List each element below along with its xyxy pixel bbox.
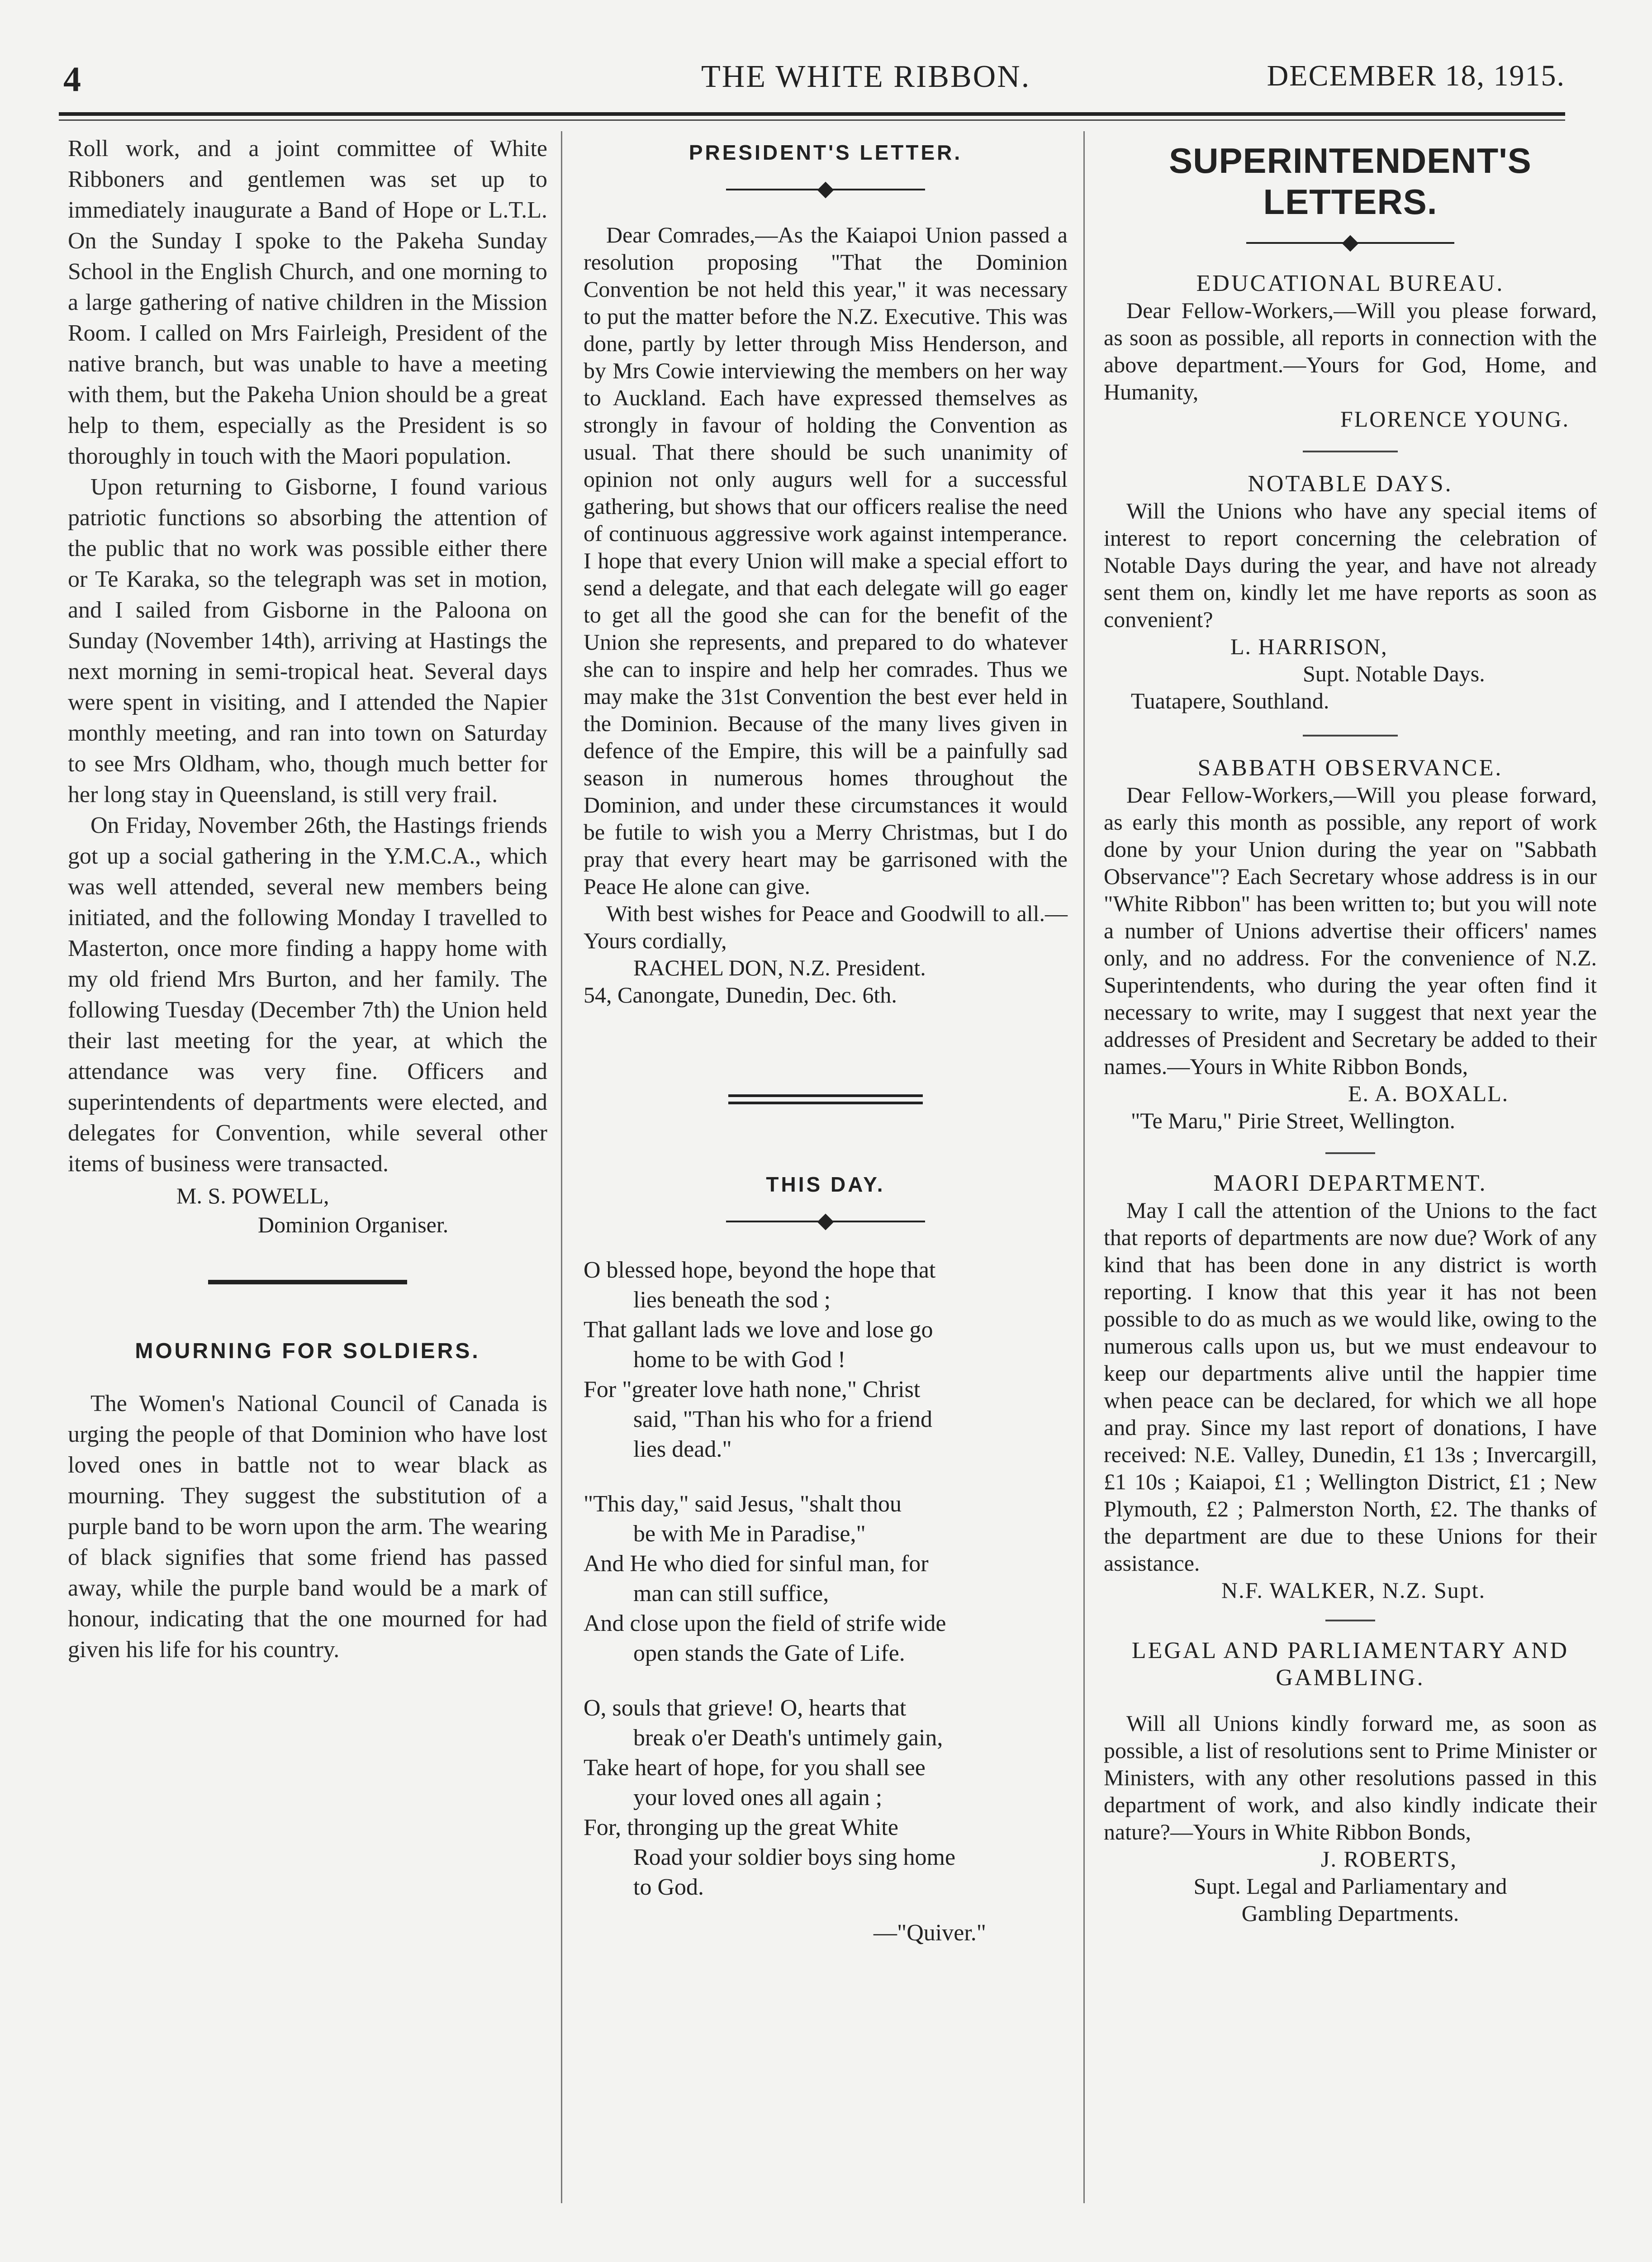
- poem-line: your loved ones all again ;: [633, 1785, 883, 1811]
- educational-bureau-signature: FLORENCE YOUNG.: [1340, 406, 1570, 432]
- poem-line: be with Me in Paradise,": [633, 1521, 866, 1547]
- president-letter-closing: With best wishes for Peace and Goodwill to all.—Yours cordially,: [584, 901, 1068, 953]
- ornament-rule: [726, 1215, 925, 1228]
- president-letter-body: Dear Comrades,—As the Kaiapoi Union passed a resolution proposing "That the Dominion Convention be not held this year," it was necessary to put the matter before the N.Z. Executive. This was done, partly by letter through Miss Henderson, and by Mrs Cowie interviewing the members on her way to Auckland. Each have expressed themselves as strongly in favour of holding the Convention as usual. That there should be such unanimity of opinion not only augurs well for a successful gathering, but shows that our officers realise the need of continuous aggressive work against intemperance. I hope that every Union will make a special effort to send a delegate, and that each delegate will go eager to get all the good she can for the benefit of the Union she represents, and prepared to do whatever she can to inspire and help her comrades. Thus we may make the 31st Convention the best ever held in the Dominion. Because of the many lives given in defence of the Empire, this will be a painfully sad season in numerous homes throughout the Dominion, and under these circumstances it would be futile to wish you a Merry Christmas, but I do pray that every heart may be garrisoned with the Peace He alone can give.: [584, 222, 1068, 899]
- ornament-rule: [726, 183, 925, 196]
- column-3: [1104, 133, 1597, 1927]
- notable-days-heading: NOTABLE DAYS.: [1248, 471, 1453, 497]
- poem-line: man can still suffice,: [633, 1581, 829, 1606]
- poem-line: "This day," said Jesus, "shalt thou: [584, 1491, 902, 1517]
- maori-department-text: May I call the attention of the Unions to the fact that reports of departments are now due? Work of any kind that has been done in any district is worth reporting. I know that this year it has not been possible to do as much as we would like, owing to the numerous calls upon us, but we must endeavour to keep our departments alive until the happier time when peace can be declared, for which we all hope and pray. Since my last report of donations, I have received: N.E. Valley, Dunedin, £1 13s ; Invercargill, £1 10s ; Kaiapoi, £1 ; Wellington District, £1 ; New Plymouth, £2 ; Palmerston North, £2. The thanks of the department are due to these Unions for their assistance.: [1104, 1198, 1597, 1576]
- notable-days-signature: L. HARRISON,: [1230, 634, 1388, 659]
- poem-line: And close upon the field of strife wide: [584, 1611, 946, 1636]
- president-signature: RACHEL DON, N.Z. President.: [633, 955, 926, 980]
- poem-line: break o'er Death's untimely gain,: [633, 1725, 943, 1751]
- poem-stanza: [584, 1489, 1068, 1668]
- maori-department-heading: MAORI DEPARTMENT.: [1213, 1170, 1487, 1196]
- educational-bureau-heading: EDUCATIONAL BUREAU.: [1196, 271, 1505, 296]
- issue-date: DECEMBER 18, 1915.: [1267, 59, 1565, 92]
- poem-line: That gallant lads we love and lose go: [584, 1317, 933, 1343]
- legal-parliamentary-title: Supt. Legal and Parliamentary and Gambling Departments.: [1193, 1873, 1507, 1926]
- header-rule: [59, 112, 1565, 116]
- poem-line: open stands the Gate of Life.: [633, 1640, 905, 1666]
- sabbath-observance-text: Dear Fellow-Workers,—Will you please forward, as early this month as possible, any report of work done by your Union during the year on "Sabbath Observance"? Each Secretary whose address is in our "White Ribbon" has been written to; but you will note a number of Unions advertise their officers' names only, and no address. For the convenience of N.Z. Superintendents, who during the year often find it necessary to write, may I suggest that next year the addresses of President and Secretary be added to their names.—Yours in White Ribbon Bonds,: [1104, 782, 1597, 1079]
- poem-line: Road your soldier boys sing home: [633, 1844, 956, 1870]
- president-letter-heading: PRESIDENT'S LETTER.: [688, 141, 963, 164]
- superintendents-letters-heading: SUPERINTENDENT'S LETTERS.: [1169, 141, 1532, 222]
- section-rule: [1325, 1620, 1375, 1621]
- poem-stanza: [584, 1693, 1068, 1902]
- poem-line: O, souls that grieve! O, hearts that: [584, 1695, 907, 1721]
- mourning-paragraph: The Women's National Council of Canada is urging the people of that Dominion who have lost loved ones in battle not to wear black as mourning. They suggest the substitution of a purple band to be worn upon the arm. The wearing of black signifies that some friend has passed away, while the purple band would be a mark of honour, indicating that the one mourned for had given his life for his country.: [68, 1391, 547, 1663]
- notable-days-address: Tuatapere, Southland.: [1131, 688, 1329, 713]
- poem-source: —"Quiver.": [873, 1920, 986, 1946]
- notable-days-title: Supt. Notable Days.: [1303, 661, 1485, 686]
- header-rule-thin: [59, 119, 1565, 121]
- legal-parliamentary-heading: LEGAL AND PARLIAMENTARY AND GAMBLING.: [1131, 1638, 1569, 1691]
- poem-line: said, "Than his who for a friend: [633, 1407, 932, 1432]
- signature-title: Dominion Organiser.: [258, 1212, 449, 1237]
- poem-line: And He who died for sinful man, for: [584, 1551, 929, 1577]
- poem-line: For, thronging up the great White: [584, 1815, 898, 1840]
- poem-line: For "greater love hath none," Christ: [584, 1377, 921, 1402]
- page-header: [59, 59, 1565, 100]
- ornament-rule: [1246, 236, 1454, 250]
- sabbath-observance-address: "Te Maru," Pirie Street, Wellington.: [1131, 1108, 1455, 1133]
- poem-line: to God.: [633, 1874, 704, 1900]
- section-rule: [1303, 451, 1398, 452]
- poem-line: lies dead.": [633, 1436, 732, 1462]
- page-number: 4: [63, 59, 81, 99]
- poem-heading: THIS DAY.: [766, 1173, 885, 1196]
- mourning-heading: MOURNING FOR SOLDIERS.: [135, 1339, 480, 1363]
- column-divider: [561, 131, 562, 2203]
- section-rule: [1325, 1152, 1375, 1154]
- column-divider: [1083, 131, 1085, 2203]
- section-rule: [1303, 735, 1398, 737]
- sabbath-observance-heading: SABBATH OBSERVANCE.: [1197, 755, 1503, 781]
- educational-bureau-text: Dear Fellow-Workers,—Will you please forward, as soon as possible, all reports in connection with the above department.—Yours for God, Home, and Humanity,: [1104, 298, 1597, 404]
- poem-line: O blessed hope, beyond the hope that: [584, 1257, 936, 1283]
- organiser-report-paragraph: Upon returning to Gisborne, I found various patriotic functions so absorbing the attention of the public that no work was possible either there or Te Karaka, so the telegraph was set in motion, and I sailed from Gisborne in the Paloona on Sunday (November 14th), arriving at Hastings the next morning in semi-tropical heat. Several days were spent in visiting, and I attended the Napier monthly meeting, and ran into town on Saturday to see Mrs Oldham, who, though much better for her long stay in Queensland, is still very frail.: [68, 474, 547, 808]
- column-2: [584, 133, 1068, 1948]
- section-rule: [208, 1280, 407, 1284]
- column-1: [68, 133, 547, 1665]
- legal-parliamentary-text: Will all Unions kindly forward me, as soon as possible, a list of resolutions sent to Prime Minister or Ministers, with any other resolutions passed in this department of work, and also kindly indicate their nature?—Yours in White Ribbon Bonds,: [1104, 1711, 1597, 1844]
- legal-parliamentary-signature: J. ROBERTS,: [1321, 1846, 1457, 1872]
- sabbath-observance-signature: E. A. BOXALL.: [1348, 1081, 1509, 1106]
- organiser-report-paragraph: Roll work, and a joint committee of White Ribboners and gentlemen was set up to immediately inaugurate a Band of Hope or L.T.L. On the Sunday I spoke to the Pakeha Sunday School in the English Church, and one morning to a large gathering of native children in the Mission Room. I called on Mrs Fairleigh, President of the native branch, but was unable to have a meeting with them, but the Pakeha Union should be a great help to them, especially as the President is so thoroughly in touch with the Maori population.: [68, 136, 547, 469]
- maori-department-signature: N.F. WALKER, N.Z. Supt.: [1221, 1578, 1486, 1603]
- double-section-rule: [728, 1094, 923, 1104]
- poem-line: home to be with God !: [633, 1347, 846, 1373]
- poem-line: Take heart of hope, for you shall see: [584, 1755, 926, 1781]
- organiser-report-paragraph: On Friday, November 26th, the Hastings friends got up a social gathering in the Y.M.C.A., which was well attended, several new members being initiated, and the following Monday I travelled to Masterton, once more finding a happy home with my old friend Mrs Burton, and her family. The following Tuesday (December 7th) the Union held their last meeting for the year, at which the attendance was very fine. Officers and superintendents of departments were elected, and delegates for Convention, while several other items of business were transacted.: [68, 813, 547, 1177]
- poem-stanza: [584, 1255, 1068, 1464]
- president-address: 54, Canongate, Dunedin, Dec. 6th.: [584, 982, 897, 1007]
- poem-body: [584, 1255, 1068, 1902]
- signature-name: M. S. POWELL,: [176, 1183, 329, 1208]
- poem-line: lies beneath the sod ;: [633, 1287, 831, 1313]
- notable-days-text: Will the Unions who have any special items of interest to report concerning the celebration of Notable Days during the year, and have not already sent them on, kindly let me have reports as soon as convenient?: [1104, 498, 1597, 632]
- masthead-title: THE WHITE RIBBON.: [701, 59, 1031, 94]
